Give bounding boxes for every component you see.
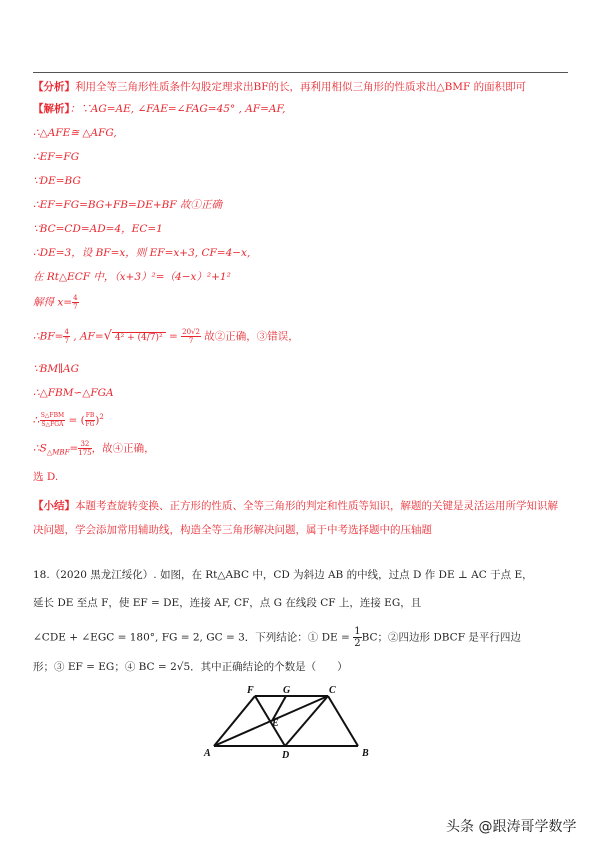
explanation-line-5: ∵BC=CD=AD=4，EC=1	[33, 223, 163, 235]
explanation-line-0: 【解析】：∵AG=AE, ∠FAE=∠FAG=45° , AF=AF,	[33, 103, 286, 115]
solve-line: 解得 x= $\frac{4}{7}$	[33, 294, 78, 311]
question-line-3: ∠CDE + ∠EGC = 180°, FG = 2, GC = 3．下列结论：① DE = $\frac{1}{2}$ BC；②四边形 DBCF 是平行四边	[33, 626, 521, 649]
explanation-line-2: ∴EF=FG	[33, 151, 80, 163]
explanation-tag: 【解析】	[33, 103, 70, 115]
explanation-line-1: ∴△AFE≅ △AFG,	[33, 127, 117, 139]
question-line-4: 形；③ EF = EG；④ BC = 2√5．其中正确结论的个数是（ ）	[33, 661, 348, 673]
label-E: E	[272, 718, 279, 729]
bf-af-line: ∴BF= $\frac{4}{7}$ , AF=√ 4² + (4/7)² = $\frac{20√2}{7}$ 故②正确，③错误，	[33, 328, 299, 345]
choice-line: 选 D.	[33, 471, 59, 483]
header-rule	[33, 72, 568, 73]
summary-tag: 【小结】	[33, 500, 75, 512]
summary-paragraph: 【小结】本题考查旋转变换、正方形的性质、全等三角形的判定和性质等知识，解题的关键是灵活运用所学知识解决问题，学会添加常用辅助线，构造全等三角形解决问题，属于中考选择题中的压轴题	[33, 500, 558, 536]
question-line-2: 延长 DE 至点 F，使 EF = DE，连接 AF, CF，点 G 在线段 CF 上，连接 EG，且	[33, 597, 422, 609]
ratio-line: ∴ $\frac{\text{S△FBM}}{\text{S△FGA}}$ = ( $\frac{FB}{FG}$ )$^2$	[33, 412, 104, 428]
label-G: G	[283, 685, 291, 696]
parallel-line: ∵BM∥AG	[33, 363, 79, 375]
explanation-line-3: ∵DE=BG	[33, 175, 81, 187]
watermark: 头条 @跟涛哥学数学	[446, 819, 577, 835]
label-B: B	[362, 748, 369, 759]
label-F: F	[247, 685, 254, 696]
explanation-line-4: ∴EF=FG=BG+FB=DE+BF 故①正确	[33, 199, 223, 211]
explanation-line-7: 在 Rt△ECF 中，（x+3）²=（4−x）²+1²	[33, 271, 231, 283]
question-line-1: 18.（2020 黑龙江绥化）. 如图，在 Rt△ABC 中，CD 为斜边 AB 的中线，过点 D 作 DE ⊥ AC 于点 E，	[33, 569, 533, 581]
question-number: 18.	[33, 569, 50, 581]
geometry-figure	[190, 680, 390, 760]
explanation-line-6: ∴DE=3，设 BF=x，则 EF=x+3, CF=4−x,	[33, 247, 251, 259]
label-D: D	[282, 750, 290, 760]
label-A: A	[204, 748, 211, 759]
similar-line: ∴△FBM∽△FGA	[33, 387, 114, 399]
analysis-text: 利用全等三角形性质条件勾股定理求出BF的长，再利用相似三角形的性质求出△BMF 的面积即可	[75, 81, 527, 93]
area-line: $\therefore S_{\triangle MBF}=$ $\frac{32}{175}$ ，故④正确，	[33, 440, 155, 457]
sqrt-radicand: 4² + (4/7)²	[112, 332, 166, 343]
analysis-paragraph	[33, 80, 568, 94]
analysis-tag: 【分析】	[33, 81, 75, 93]
label-C: C	[329, 685, 336, 696]
question-source: （2020 黑龙江绥化）	[49, 569, 154, 581]
